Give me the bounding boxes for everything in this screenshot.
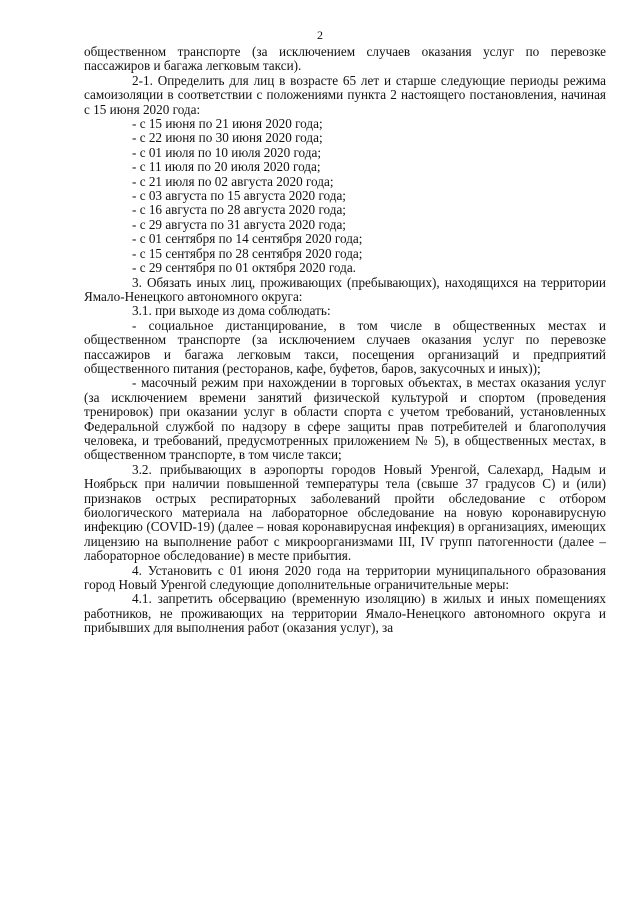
- paragraph-3-1-mask-regime: - масочный режим при нахождении в торговых объектах, в местах оказания услуг (за исключением времени занятий физической культурой и спортом (проведения тренировок) при оказании услуг в области спорта с учетом требований, установленных Федеральной службой по надзору в сфере защиты прав потребителей и благополучия человека, и требований, предусмотренных приложением № 5), в общественных местах, в общественном транспорте, в том числе такси;: [84, 375, 606, 463]
- period-item: - с 11 июля по 20 июля 2020 года;: [132, 159, 321, 175]
- paragraph-4-1: 4.1. запретить обсервацию (временную изоляцию) в жилых и иных помещениях работников, не проживающих на территории Ямало-Ненецкого автономного округа и прибывших для выполнения работ (оказания услуг), за: [84, 591, 606, 636]
- paragraph-3-1: 3.1. при выходе из дома соблюдать:: [132, 303, 331, 319]
- period-item: - с 15 июня по 21 июня 2020 года;: [132, 116, 323, 132]
- page-number: 2: [317, 28, 323, 42]
- paragraph-2-1: 2-1. Определить для лиц в возрасте 65 лет и старше следующие периоды режима самоизоляции в соответствии с положениями пункта 2 настоящего постановления, начиная с 15 июня 2020 года:: [84, 72, 606, 117]
- paragraph-4: 4. Установить с 01 июня 2020 года на территории муниципального образования город Новый Уренгой следующие дополнительные ограничительные меры:: [84, 562, 606, 593]
- paragraph-3-1-distancing: - социальное дистанцирование, в том числе в общественных местах и общественном транспорте (за исключением случаев оказания услуг по перевозке пассажиров и багажа легковым такси, посещения организаций и предприятий общественного питания (ресторанов, кафе, буфетов, баров, закусочных и иных));: [84, 317, 606, 376]
- period-item: - с 03 августа по 15 августа 2020 года;: [132, 188, 346, 204]
- paragraph-intro: общественном транспорте (за исключением случаев оказания услуг по перевозке пассажиров и багажа легковым такси).: [84, 44, 606, 74]
- period-item: - с 01 июля по 10 июля 2020 года;: [132, 144, 321, 160]
- period-item: - с 01 сентября по 14 сентября 2020 года;: [132, 231, 363, 247]
- period-list: [84, 117, 606, 275]
- period-item: - с 22 июня по 30 июня 2020 года;: [132, 130, 323, 146]
- period-item: - с 15 сентября по 28 сентября 2020 года;: [132, 245, 363, 261]
- paragraph-3-2: 3.2. прибывающих в аэропорты городов Новый Уренгой, Салехард, Надым и Ноябрьск при наличии повышенной температуры тела (свыше 37 градусов С) и (или) признаков острых респираторных заболеваний пройти обследование с отбором биологического материала на лабораторное обследование на новую коронавирусную инфекцию (COVID-19) (далее – новая коронавирусная инфекция) в организациях, имеющих лицензию на выполнение работ с микроорганизмами III, IV групп патогенности (далее – лабораторное обследование) в месте прибытия.: [84, 461, 606, 564]
- period-item: - с 16 августа по 28 августа 2020 года;: [132, 202, 346, 218]
- period-item: - с 21 июля по 02 августа 2020 года;: [132, 173, 334, 189]
- period-item: - с 29 сентября по 01 октября 2020 года.: [132, 260, 356, 276]
- paragraph-3: 3. Обязать иных лиц, проживающих (пребывающих), находящихся на территории Ямало-Ненецкого автономного округа:: [84, 274, 606, 304]
- period-item: - с 29 августа по 31 августа 2020 года;: [132, 216, 346, 232]
- document-body: [84, 45, 606, 636]
